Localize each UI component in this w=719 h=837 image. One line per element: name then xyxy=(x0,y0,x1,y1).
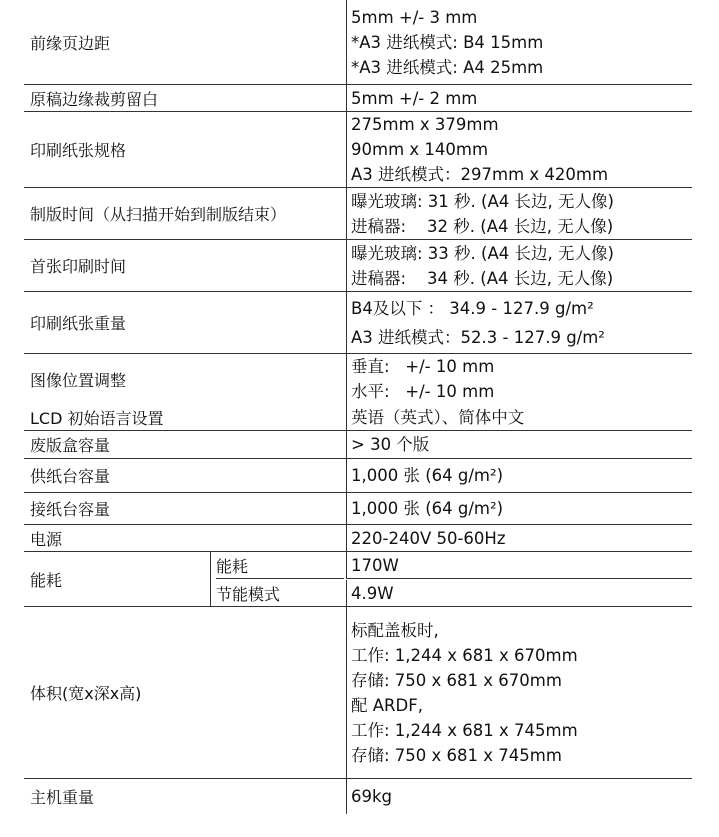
value-first-print xyxy=(346,240,692,291)
value-line: *A3 进纸模式: B4 15mm xyxy=(351,32,544,52)
row-feed-tray xyxy=(24,459,692,493)
row-weight xyxy=(24,779,692,814)
value-line: > 30 个版 xyxy=(351,435,430,454)
value-line: 存储: 750 x 681 x 745mm xyxy=(351,745,562,765)
value-paper-weight xyxy=(346,292,692,353)
row-first-print xyxy=(24,240,692,292)
value-waste-box xyxy=(346,431,692,458)
row-receive-tray xyxy=(24,493,692,525)
value-lcd-lang xyxy=(346,404,692,430)
label-feed-tray: 供纸台容量 xyxy=(30,467,111,486)
value-master-time xyxy=(346,188,692,239)
label-image-pos: 图像位置调整 xyxy=(30,370,127,390)
value-line: 配 ARDF, xyxy=(351,695,423,715)
label-paper-size: 印刷纸张规格 xyxy=(30,141,127,160)
value-line: 1,000 张 (64 g/m²) xyxy=(351,499,504,518)
value-line: 垂直: +/- 10 mm xyxy=(351,357,495,376)
label-dimensions: 体积(宽x深x高) xyxy=(30,684,142,703)
row-edge-trim xyxy=(24,85,692,112)
label-consumption-saving: 节能模式 xyxy=(216,584,281,604)
label-waste-box: 废版盒容量 xyxy=(30,436,111,455)
value-line: A3 进纸模式：297mm x 420mm xyxy=(351,165,609,184)
label-power: 电源 xyxy=(30,529,63,549)
value-consumption-normal xyxy=(346,552,692,579)
row-paper-weight xyxy=(24,292,692,354)
value-line: 69kg xyxy=(351,787,393,806)
value-line: 工作: 1,244 x 681 x 745mm xyxy=(351,720,578,740)
row-waste-box xyxy=(24,431,692,459)
value-line: *A3 进纸模式: A4 25mm xyxy=(351,57,544,77)
value-line: 1,000 张 (64 g/m²) xyxy=(351,466,504,485)
value-line: 170W xyxy=(351,555,399,575)
value-paper-size xyxy=(346,112,692,187)
row-power xyxy=(24,525,692,552)
value-receive-tray xyxy=(346,493,692,524)
consumption-divider xyxy=(210,552,211,606)
row-paper-size xyxy=(24,112,692,188)
value-line: 进稿器: 34 秒. (A4 长边, 无人像) xyxy=(351,268,614,288)
label-edge-trim: 原稿边缘裁剪留白 xyxy=(30,89,159,109)
value-line: 存储: 750 x 681 x 670mm xyxy=(351,670,562,690)
value-line: 275mm x 379mm xyxy=(351,115,499,134)
value-line: B4及以下 ： 34.9 - 127.9 g/m² xyxy=(351,298,594,318)
spec-table xyxy=(24,0,692,818)
value-line: 曝光玻璃: 33 秒. (A4 长边, 无人像) xyxy=(351,243,614,263)
value-power xyxy=(346,525,692,551)
label-receive-tray: 接纸台容量 xyxy=(30,500,111,519)
value-feed-tray xyxy=(346,459,692,492)
row-image-pos xyxy=(24,354,692,404)
value-weight xyxy=(346,779,692,814)
value-image-pos xyxy=(346,354,692,404)
label-consumption-normal: 能耗 xyxy=(216,552,344,579)
label-lcd-lang: LCD 初始语言设置 xyxy=(30,408,164,428)
value-line: 5mm +/- 2 mm xyxy=(351,88,478,108)
value-edge-trim xyxy=(346,85,692,111)
value-line: 90mm x 140mm xyxy=(351,140,489,159)
row-master-time xyxy=(24,188,692,240)
value-line: 4.9W xyxy=(351,583,394,603)
label-weight: 主机重量 xyxy=(30,788,95,807)
value-line: 220-240V 50-60Hz xyxy=(351,528,506,548)
label-consumption: 能耗 xyxy=(30,570,63,590)
row-front-margin xyxy=(24,0,692,85)
value-line: 工作: 1,244 x 681 x 670mm xyxy=(351,645,578,665)
value-line: 标配盖板时, xyxy=(351,620,439,640)
value-line: A3 进纸模式：52.3 - 127.9 g/m² xyxy=(351,327,605,347)
value-line: 水平: +/- 10 mm xyxy=(351,382,495,401)
value-line: 英语（英式）、简体中文 xyxy=(351,407,525,427)
value-line: 曝光玻璃: 31 秒. (A4 长边, 无人像) xyxy=(351,191,614,211)
value-line: 5mm +/- 3 mm xyxy=(351,7,478,27)
value-consumption-saving xyxy=(346,580,692,606)
label-front-margin: 前缘页边距 xyxy=(30,33,111,53)
value-line: 进稿器: 32 秒. (A4 长边, 无人像) xyxy=(351,216,614,236)
row-consumption xyxy=(24,552,692,607)
label-paper-weight: 印刷纸张重量 xyxy=(30,314,127,333)
label-first-print: 首张印刷时间 xyxy=(30,257,127,276)
row-dimensions xyxy=(24,607,692,779)
label-master-time: 制版时间（从扫描开始到制版结束） xyxy=(30,205,287,224)
row-lcd-lang xyxy=(24,404,692,431)
value-dimensions xyxy=(346,607,692,778)
value-front-margin xyxy=(346,0,692,84)
